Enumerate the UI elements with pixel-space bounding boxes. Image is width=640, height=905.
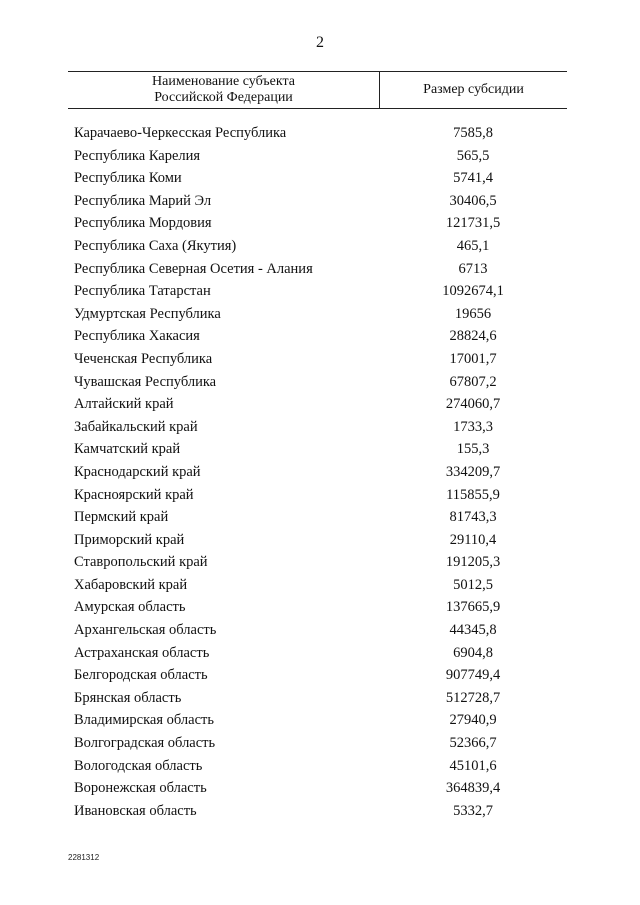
region-name-cell: Республика Татарстан: [74, 283, 211, 300]
region-name-cell: Краснодарский край: [74, 463, 201, 480]
region-name-cell: Республика Карелия: [74, 147, 201, 164]
subsidy-amount-cell: 1733,3: [453, 418, 493, 435]
table-row: [74, 642, 567, 665]
subsidy-amount-cell: 7585,8: [453, 125, 493, 141]
table-row: [74, 303, 567, 326]
table-row: [74, 664, 567, 687]
region-name-cell: Волгоградская область: [74, 735, 216, 752]
header-region-name-line1: Наименование субъекта: [152, 74, 295, 89]
table-row: [74, 235, 567, 258]
table-row: [74, 371, 567, 394]
table-row: [74, 258, 567, 281]
table-row: [74, 416, 567, 439]
subsidy-amount-cell: 6904,8: [453, 644, 493, 661]
table-row: [74, 777, 567, 800]
table-row: [74, 122, 567, 145]
subsidy-amount-cell: 565,5: [456, 147, 490, 164]
region-name-cell: Республика Хакасия: [74, 328, 200, 345]
subsidy-amount-cell: 28824,6: [449, 328, 497, 345]
table-row: [74, 529, 567, 552]
region-name-cell: Брянская область: [74, 689, 182, 706]
region-name-cell: Ставропольский край: [74, 554, 208, 571]
region-name-cell: Забайкальский край: [74, 418, 198, 435]
table-row: [74, 212, 567, 235]
subsidy-amount-cell: 5012,5: [453, 576, 493, 593]
subsidy-amount-cell: 30406,5: [449, 192, 497, 209]
region-name-cell: Республика Саха (Якутия): [74, 237, 237, 254]
subsidy-amount-cell: 5332,7: [453, 802, 493, 819]
table-row: [74, 393, 567, 416]
subsidy-amount-cell: 907749,4: [445, 667, 501, 684]
subsidy-amount-cell: 45101,6: [449, 757, 497, 774]
subsidy-amount-cell: 29110,4: [449, 531, 497, 548]
region-name-cell: Вологодская область: [74, 757, 203, 774]
region-name-cell: Алтайский край: [74, 396, 174, 413]
subsidy-amount-cell: 274060,7: [445, 396, 501, 413]
region-name-cell: Приморский край: [74, 531, 185, 548]
subsidy-amount-cell: 334209,7: [445, 463, 501, 480]
table-row: [74, 145, 567, 168]
subsidy-amount-cell: 44345,8: [449, 622, 497, 639]
table-row: [74, 325, 567, 348]
table-row: [74, 190, 567, 213]
document-code: 2281312: [68, 853, 100, 862]
subsidy-amount-cell: 191205,3: [445, 554, 501, 571]
table-row: [74, 438, 567, 461]
subsidy-amount-cell: 155,3: [456, 441, 490, 458]
subsidy-amount-cell: 5741,4: [453, 170, 493, 187]
table-row: [74, 596, 567, 619]
table-body: [74, 122, 567, 822]
region-name-cell: Чувашская Республика: [74, 373, 217, 390]
region-name-cell: Республика Марий Эл: [74, 192, 212, 209]
subsidy-amount-cell: 67807,2: [449, 373, 497, 390]
subsidy-amount-cell: 364839,4: [445, 780, 501, 797]
table-row: [74, 619, 567, 642]
region-name-cell: Белгородская область: [74, 667, 208, 684]
subsidy-amount-cell: 1092674,1: [442, 283, 504, 300]
table-row: [74, 551, 567, 574]
subsidy-amount-cell: 19656: [454, 305, 492, 322]
subsidy-amount-cell: 81743,3: [449, 509, 497, 526]
table-row: [74, 348, 567, 371]
table-row: [74, 755, 567, 778]
subsidy-amount-cell: 121731,5: [445, 215, 501, 232]
subsidy-amount-cell: 6713: [458, 260, 488, 277]
table-header: [68, 71, 567, 109]
region-name-cell: Воронежская область: [74, 780, 207, 797]
table-row: [74, 732, 567, 755]
table-row: [74, 461, 567, 484]
region-name-cell: Камчатский край: [74, 441, 181, 458]
header-subsidy-amount: Размер субсидии: [423, 82, 524, 97]
subsidy-amount-cell: 465,1: [456, 237, 490, 254]
region-name-cell: Удмуртская Республика: [74, 305, 221, 322]
region-name-cell: Чеченская Республика: [74, 350, 213, 367]
region-name-cell: Ивановская область: [74, 802, 197, 819]
subsidy-table: [68, 71, 567, 819]
table-row: [74, 280, 567, 303]
table-row: [74, 506, 567, 529]
region-name-cell: Пермский край: [74, 509, 169, 526]
header-region-name-line2: Российской Федерации: [154, 90, 293, 105]
subsidy-amount-cell: 512728,7: [445, 689, 501, 706]
region-name-cell: Архангельская область: [74, 622, 217, 639]
table-row: [74, 709, 567, 732]
region-name-cell: Республика Северная Осетия - Алания: [74, 260, 313, 277]
region-name-cell: Астраханская область: [74, 644, 210, 661]
table-row: [74, 800, 567, 823]
subsidy-amount-cell: 27940,9: [449, 712, 497, 729]
subsidy-amount-cell: 115855,9: [446, 486, 500, 503]
subsidy-amount-cell: 137665,9: [445, 599, 501, 616]
region-name-cell: Владимирская область: [74, 712, 214, 729]
region-name-cell: Карачаево-Черкесская Республика: [74, 125, 287, 141]
region-name-cell: Хабаровский край: [74, 576, 188, 593]
region-name-cell: Красноярский край: [74, 486, 194, 503]
header-region-name: [68, 72, 379, 108]
table-row: [74, 574, 567, 597]
page-number: 2: [316, 34, 324, 51]
region-name-cell: Амурская область: [74, 599, 186, 616]
table-row: [74, 167, 567, 190]
region-name-cell: Республика Мордовия: [74, 215, 212, 232]
subsidy-amount-cell: 52366,7: [449, 735, 497, 752]
table-row: [74, 687, 567, 710]
region-name-cell: Республика Коми: [74, 170, 182, 187]
table-row: [74, 484, 567, 507]
subsidy-amount-cell: 17001,7: [449, 350, 497, 367]
